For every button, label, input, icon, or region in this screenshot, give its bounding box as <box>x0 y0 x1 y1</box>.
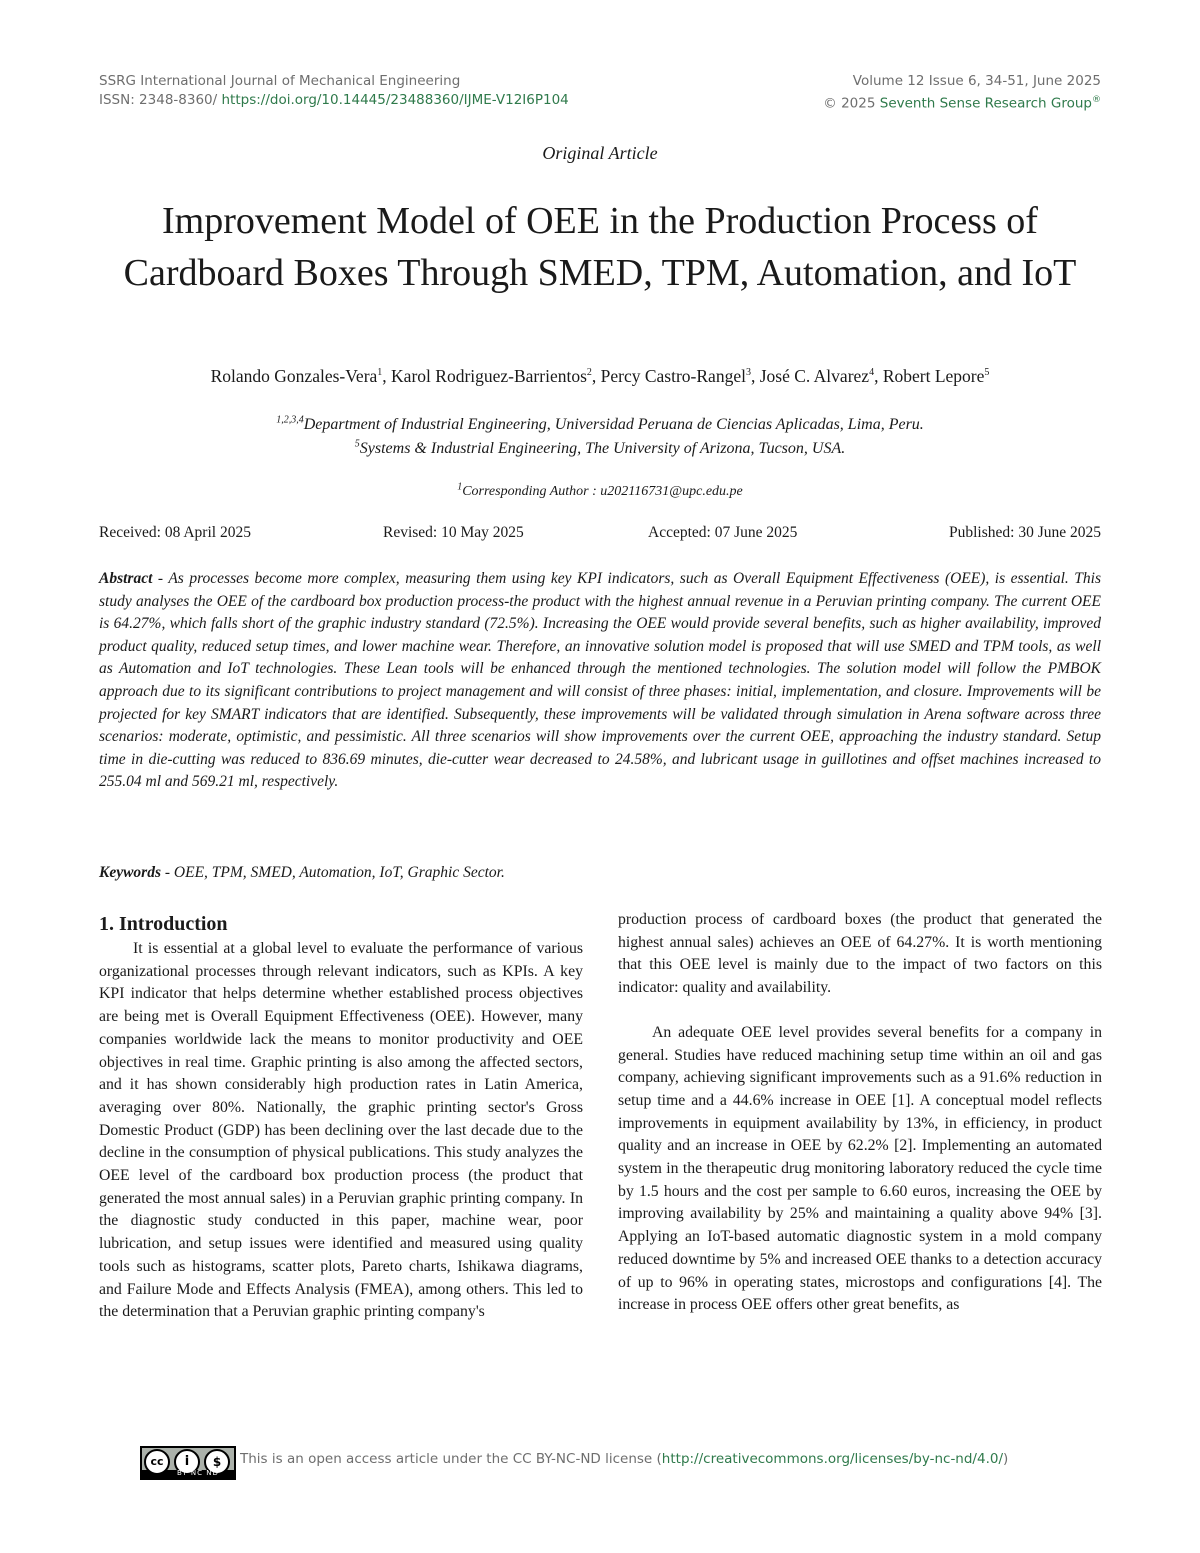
author-name: Karol Rodriguez-Barrientos <box>391 366 587 386</box>
cc-badge-label: BY NC ND <box>177 1469 219 1477</box>
cc-license-icon[interactable] <box>140 1446 236 1480</box>
intro-paragraph: It is essential at a global level to evaluate the performance of various organizational processes through relevant indicators, such as KPIs. A key KPI indicator that helps determine whether established process objectives are being met is Overall Equipment Effectiveness (OEE). However, many companies worldwide lack the means to monitor productivity and OEE objectives in real time. Graphic printing is also among the affected sectors, and it has shown considerably high production rates in Latin America, averaging over 80%. Nationally, the graphic printing sector's Gross Domestic Product (GDP) has been declining over the last decade due to the decline in the consumption of physical publications. This study analyzes the OEE level of the cardboard box production process (the product that generated the most annual sales) in a Peruvian graphic printing company. In the diagnostic study conducted in this paper, machine wear, poor lubrication, and setup issues were identified and measured using quality tools such as histograms, scatter plots, Pareto charts, Ishikawa diagrams, and Failure Mode and Effects Analysis (FMEA), among others. This led to the determination that a Peruvian graphic printing company's <box>99 940 583 1321</box>
author-name: Percy Castro-Rangel <box>600 366 746 386</box>
published-date: Published: 30 June 2025 <box>949 524 1101 541</box>
author-sup: 2 <box>586 367 592 379</box>
affiliation-text: Systems & Industrial Engineering, The University of Arizona, Tucson, USA. <box>359 440 846 457</box>
journal-name: SSRG International Journal of Mechanical Engineering <box>99 73 461 89</box>
abstract-text: - As processes become more complex, measuring them using key KPI indicators, such as Overall Equipment Effectiveness (OEE), is essential. This study analyses the OEE of the cardboard box production process-the product with the highest annual revenue in a Peruvian printing company. The current OEE is 64.27%, which falls short of the graphic industry standard (72.5%). Increasing the OEE would provide several benefits, such as higher availability, improved product quality, reduced setup times, and lower machine wear. Therefore, an innovative solution model is proposed that will use SMED and TPM tools, as well as Automation and IoT technologies. These Lean tools will be enhanced through the mentioned technologies. The solution model will follow the PMBOK approach due to its significant contributions to project management and will consist of three phases: initial, implementation, and closure. Improvements will be projected for key SMART indicators that are identified. Subsequently, these improvements will be validated through simulation in Arena software across three scenarios: moderate, optimistic, and pessimistic. All three scenarios will show improvements over the current OEE, approaching the industry standard. Setup time in die-cutting was reduced to 836.69 minutes, die-cutter wear decreased to 24.58%, and lubricant usage in guillotines and offset machines increased to 255.04 ml and 569.21 ml, respectively. <box>99 570 1101 791</box>
intro-paragraph: An adequate OEE level provides several benefits for a company in general. Studies have reduced machining setup time within an oil and gas company, achieving significant improvements such as a 91.6% reduction in setup time and a 44.6% increase in OEE [1]. A conceptual model reflects improvements in equipment availability by 13%, in efficiency, in product quality and an increase in OEE by 62.2% [2]. Implementing an automated system in the therapeutic drug monitoring laboratory reduced the cycle time by 1.5 hours and the cost per sample to 6.60 euros, increasing the OEE by improving availability by 25% and maintaining a quality above 94% [3]. Applying an IoT-based automatic diagnostic system in a mold company reduced downtime by 5% and increased OEE thanks to a detection accuracy of up to 96% in operating states, microstops and configurations [4]. The increase in process OEE offers other great benefits, as <box>618 1023 1102 1314</box>
keywords-text: - OEE, TPM, SMED, Automation, IoT, Graphic Sector. <box>161 864 505 881</box>
volume-info: Volume 12 Issue 6, 34-51, June 2025 <box>852 73 1101 89</box>
author-name: Robert Lepore <box>882 366 985 386</box>
issn-line <box>99 91 569 110</box>
affiliation-sup: 5 <box>354 438 360 450</box>
accepted-date: Accepted: 07 June 2025 <box>648 524 798 541</box>
corresponding-sup: 1 <box>457 481 463 493</box>
by-icon: i <box>174 1449 200 1475</box>
author-name: José C. Alvarez <box>759 366 870 386</box>
license-link[interactable]: http://creativecommons.org/licenses/by-nc-nd/4.0/ <box>661 1451 1004 1467</box>
registered-mark: ® <box>1092 95 1101 105</box>
nc-icon: $ <box>204 1449 230 1475</box>
copyright-text: © 2025 <box>823 95 880 112</box>
article-type: Original Article <box>542 143 658 163</box>
right-column <box>618 909 1102 1317</box>
corresponding-text: Corresponding Author : u202116731@upc.edu.pe <box>462 484 743 499</box>
issn: ISSN: 2348-8360/ <box>99 92 222 108</box>
journal-header <box>99 72 569 110</box>
author-sup: 5 <box>984 367 990 379</box>
received-date: Received: 08 April 2025 <box>99 524 251 541</box>
affiliation-sup: 1,2,3,4 <box>276 414 304 426</box>
license-prefix: This is an open access article under the CC BY-NC-ND license ( <box>240 1451 662 1467</box>
abstract <box>99 568 1101 794</box>
revised-date: Revised: 10 May 2025 <box>383 524 524 541</box>
publisher-link[interactable]: Seventh Sense Research Group <box>879 95 1092 112</box>
intro-paragraph: production process of cardboard boxes (the product that generated the highest annual sales) achieves an OEE of 64.27%. It is worth mentioning that this OEE level is mainly due to the impact of two factors on this indicator: quality and availability. <box>618 911 1102 997</box>
cc-icon: cc <box>144 1449 170 1475</box>
author-name: Rolando Gonzales-Vera <box>210 366 378 386</box>
affiliation <box>0 440 1200 458</box>
author-list: Rolando Gonzales-Vera$^1$, Karol Rodriguez-Barrientos$^2$, Percy Castro-Rangel$^3$, José C. Alvarez$^4$, Robert Lepore$^5$ <box>210 366 990 386</box>
left-column <box>99 910 583 1324</box>
keywords-label: Keywords <box>99 864 161 881</box>
keywords <box>99 864 1101 882</box>
author-sup: 1 <box>377 367 383 379</box>
author-sup: 4 <box>869 367 875 379</box>
license-suffix: ) <box>1003 1451 1009 1467</box>
affiliation <box>0 416 1200 434</box>
affiliation-text: Department of Industrial Engineering, Universidad Peruana de Ciencias Aplicadas, Lima, Peru. <box>303 416 924 433</box>
copyright-line <box>823 91 1101 114</box>
corresponding-author <box>0 481 1200 500</box>
license-text <box>240 1451 1008 1467</box>
issue-header <box>823 72 1101 114</box>
section-heading: 1. Introduction <box>99 913 228 935</box>
doi-link[interactable]: https://doi.org/10.14445/23488360/IJME-V12I6P104 <box>221 92 569 108</box>
publication-dates <box>99 524 1101 546</box>
paper-title: Improvement Model of OEE in the Production Process of Cardboard Boxes Through SMED, TPM, Automation, and IoT <box>123 200 1077 294</box>
license-footer <box>140 1446 1100 1482</box>
abstract-label: Abstract <box>99 570 153 587</box>
author-sup: 3 <box>745 367 751 379</box>
